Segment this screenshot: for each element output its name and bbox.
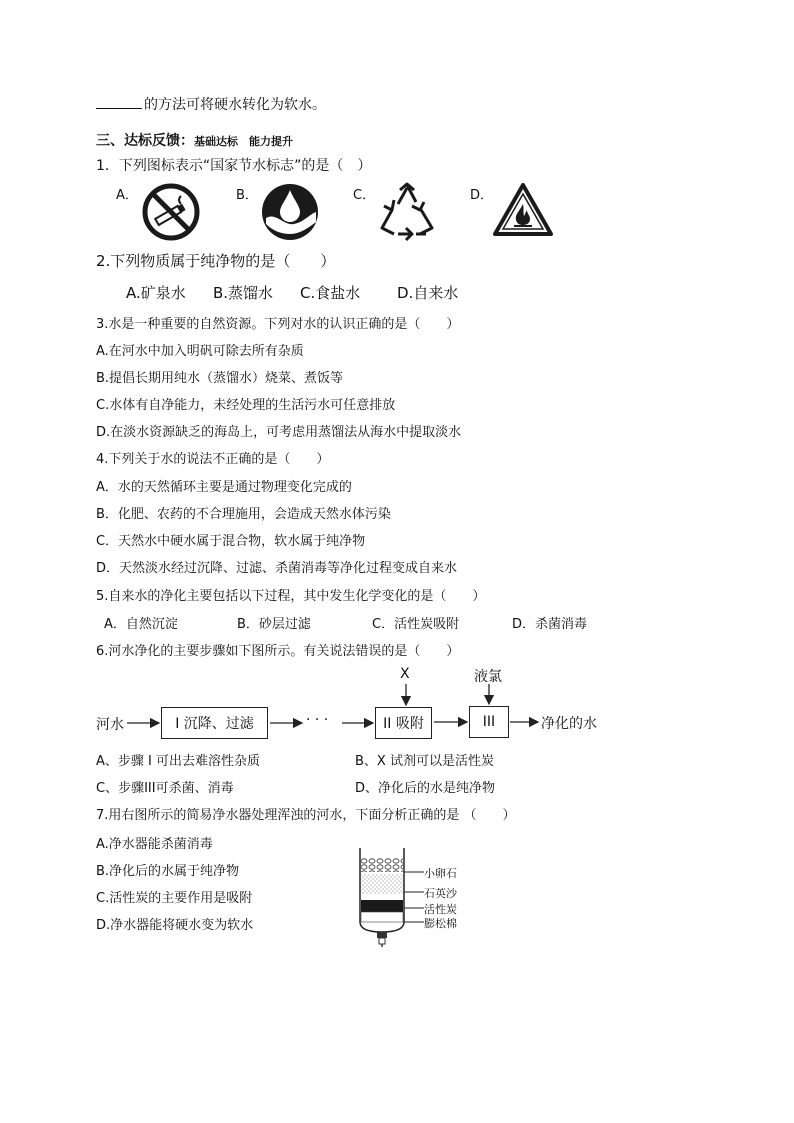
reagent-x-label: X	[400, 666, 410, 682]
diagram-step2-box: II 吸附	[375, 707, 432, 739]
q4-option-c[interactable]: C．天然水中硬水属于混合物，软水属于纯净物	[96, 534, 366, 549]
q1-stem: 1．下列图标表示“国家节水标志”的是（ ）	[96, 158, 372, 174]
q5-option-b[interactable]: B．砂层过滤	[237, 617, 311, 632]
q1-option-a[interactable]: A．	[116, 188, 138, 203]
q5-option-d[interactable]: D．杀菌消毒	[512, 617, 588, 632]
q3-stem: 3.水是一种重要的自然资源。下列对水的认识正确的是（ ）	[96, 317, 460, 332]
q1-option-d[interactable]: D．	[470, 188, 494, 203]
reagent-chlorine-label: 液氯	[474, 669, 502, 685]
section-title: 三、达标反馈：	[96, 133, 194, 149]
q5-stem: 5.自来水的净化主要包括以下过程，其中发生化学变化的是（ ）	[96, 589, 486, 604]
q2-stem: 2.下列物质属于纯净物的是（ ）	[96, 252, 336, 270]
diagram-dots: · · ·	[306, 712, 329, 728]
q3-option-c[interactable]: C.水体有自净能力，未经处理的生活污水可任意排放	[96, 398, 396, 413]
layer-label-pebbles: 小卵石	[424, 867, 457, 880]
q6-option-c[interactable]: C、步骤III可杀菌、消毒	[96, 781, 234, 796]
q1-option-c[interactable]: C．	[353, 188, 376, 203]
q2-option-b[interactable]: B.蒸馏水	[213, 284, 274, 302]
layer-label-activated-carbon: 活性炭	[424, 903, 457, 916]
diagram-output-label: 净化的水	[541, 716, 597, 732]
q2-option-a[interactable]: A.矿泉水	[126, 284, 186, 302]
q2-option-d[interactable]: D.自来水	[397, 284, 459, 302]
q7-option-a[interactable]: A.净水器能杀菌消毒	[96, 837, 213, 852]
q6-option-b[interactable]: B、X 试剂可以是活性炭	[355, 754, 494, 769]
section-subtitle: 基础达标 能力提升	[194, 135, 293, 148]
diagram-step3-box: III	[469, 706, 509, 738]
q4-option-b[interactable]: B．化肥、农药的不合理施用，会造成天然水体污染	[96, 507, 391, 522]
q7-option-b[interactable]: B.净化后的水属于纯净物	[96, 864, 240, 879]
layer-label-cotton: 膨松棉	[424, 917, 457, 930]
q2-option-c[interactable]: C.食盐水	[300, 284, 361, 302]
intro-line: 的方法可将硬水转化为软水。	[96, 94, 326, 114]
q4-option-a[interactable]: A．水的天然循环主要是通过物理变化完成的	[96, 480, 352, 495]
q7-stem: 7.用右图所示的简易净水器处理浑浊的河水，下面分析正确的是 （ ）	[96, 808, 516, 823]
q5-option-c[interactable]: C．活性炭吸附	[372, 617, 460, 632]
water-filter-illustration	[352, 846, 412, 948]
q7-option-c[interactable]: C.活性炭的主要作用是吸附	[96, 891, 253, 906]
q1-option-b[interactable]: B．	[236, 188, 258, 203]
q6-option-d[interactable]: D、净化后的水是纯净物	[355, 781, 496, 796]
q6-option-a[interactable]: A、步骤 I 可出去难溶性杂质	[96, 754, 260, 769]
q4-option-d[interactable]: D．天然淡水经过沉降、过滤、杀菌消毒等净化过程变成自来水	[96, 561, 458, 576]
q4-stem: 4.下列关于水的说法不正确的是（ ）	[96, 452, 330, 467]
diagram-step1-box: I 沉降、过滤	[161, 707, 268, 739]
q3-option-d[interactable]: D.在淡水资源缺乏的海岛上，可考虑用蒸馏法从海水中提取淡水	[96, 425, 462, 440]
q3-option-a[interactable]: A.在河水中加入明矾可除去所有杂质	[96, 344, 304, 359]
q5-option-a[interactable]: A．自然沉淀	[104, 617, 178, 632]
diagram-input-label: 河水	[96, 717, 124, 733]
q6-stem: 6.河水净化的主要步骤如下图所示。有关说法错误的是（ ）	[96, 644, 460, 659]
q7-option-d[interactable]: D.净水器能将硬水变为软水	[96, 918, 254, 933]
q3-option-b[interactable]: B.提倡长期用纯水（蒸馏水）烧菜、煮饭等	[96, 371, 344, 386]
layer-label-quartz-sand: 石英沙	[424, 887, 457, 900]
